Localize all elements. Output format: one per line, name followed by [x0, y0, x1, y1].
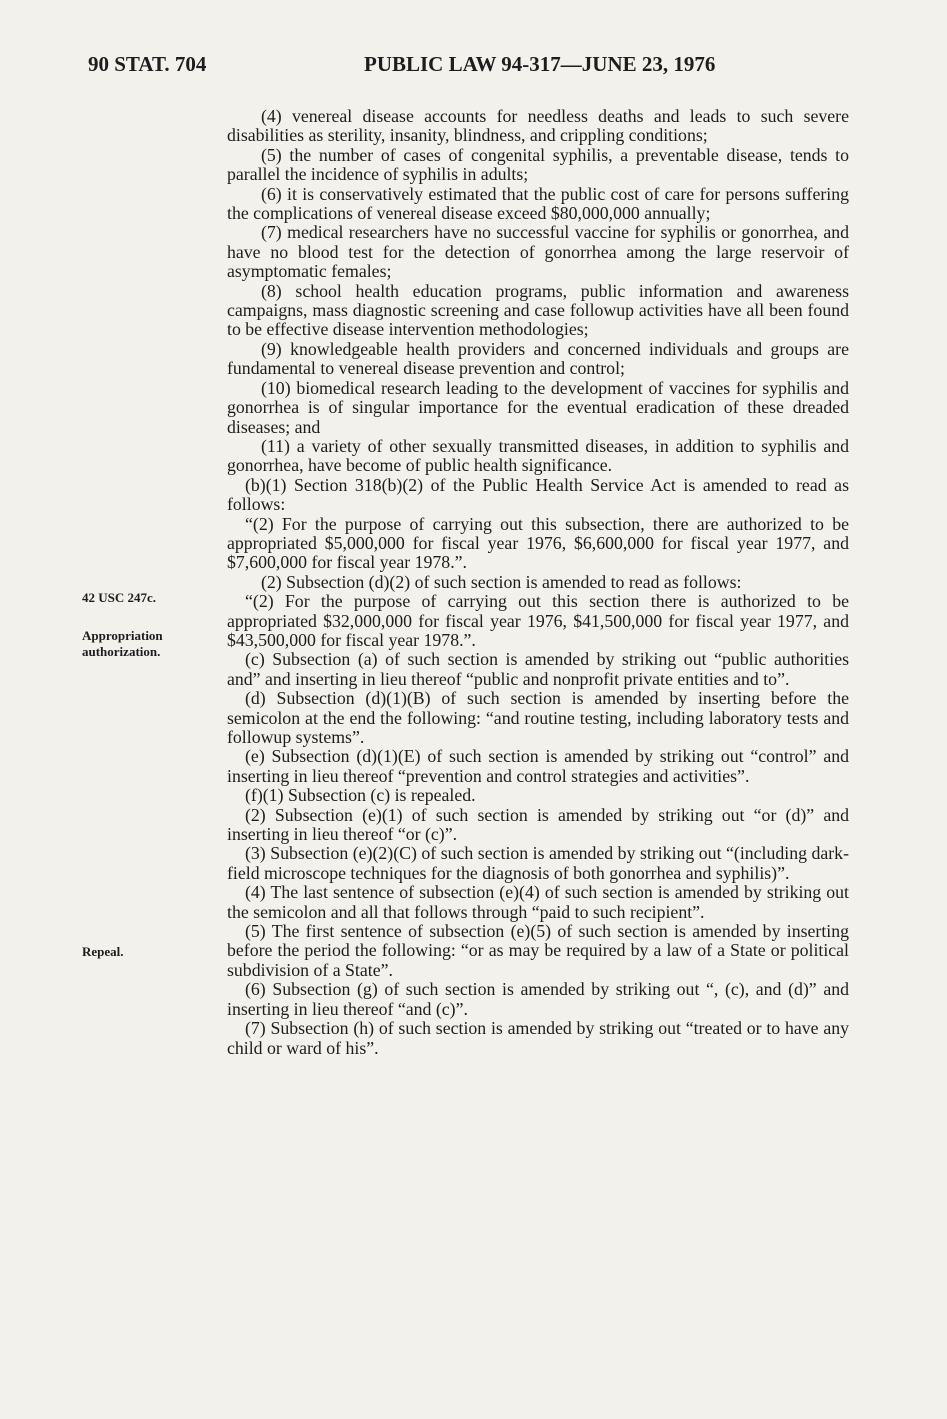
margin-note-appropriation	[82, 628, 163, 660]
quoted-paragraph: “(2) For the purpose of carrying out this section there is authorized to be appropriated $32,000,000 for fiscal year 1976, $41,500,000 for fiscal year 1977, and $43,500,000 for fiscal year 1978.”.	[227, 591, 849, 650]
law-title: PUBLIC LAW 94-317—JUNE 23, 1976	[364, 52, 716, 76]
paragraph: (8) school health education programs, public information and awareness campaigns, mass diagnostic screening and case followup activities have all been found to be effective disease intervention methodologies;	[227, 280, 849, 340]
paragraph: (6) it is conservatively estimated that the public cost of care for persons suffering the complications of venereal disease exceed $80,000,000 annually;	[227, 183, 849, 224]
paragraph: (4) The last sentence of subsection (e)(4) of such section is amended by striking out the semicolon and all that follows through “paid to such recipient”.	[227, 882, 849, 922]
paragraph: (b)(1) Section 318(b)(2) of the Public Health Service Act is amended to read as follows:	[227, 474, 849, 515]
paragraph: (6) Subsection (g) of such section is amended by striking out “, (c), and (d)” and inserting in lieu thereof “and (c)”.	[227, 979, 849, 1019]
margin-note-appropriation-line2: authorization.	[82, 644, 161, 659]
paragraph: (2) Subsection (d)(2) of such section is amended to read as follows:	[261, 571, 742, 592]
paragraph: (5) the number of cases of congenital syphilis, a preventable disease, tends to parallel the incidence of syphilis in adults;	[227, 144, 849, 185]
paragraph: (3) Subsection (e)(2)(C) of such section is amended by striking out “(including dark-field microscope techniques for the diagnosis of both gonorrhea and syphilis)”.	[227, 843, 849, 883]
paragraph: (5) The first sentence of subsection (e)(5) of such section is amended by inserting before the period the following: “or as may be required by a law of a State or political subdivision of a State”.	[227, 921, 849, 980]
margin-note-appropriation-line1: Appropriation	[82, 628, 163, 643]
margin-note-repeal: Repeal.	[82, 944, 124, 959]
paragraph: (2) Subsection (e)(1) of such section is amended by striking out “or (d)” and inserting in lieu thereof “or (c)”.	[227, 804, 849, 845]
paragraph: (d) Subsection (d)(1)(B) of such section is amended by inserting before the semicolon at the end the following: “and routine testing, including laboratory tests and followup systems”.	[227, 688, 849, 747]
paragraph: (11) a variety of other sexually transmitted diseases, in addition to syphilis and gonorrhea, have become of public health significance.	[227, 435, 849, 476]
paragraph: (7) Subsection (h) of such section is amended by striking out “treated or to have any child or ward of his”.	[227, 1018, 849, 1058]
paragraph: (7) medical researchers have no successful vaccine for syphilis or gonorrhea, and have no blood test for the detection of gonorrhea among the large reservoir of asymptomatic females;	[227, 222, 849, 282]
paragraph: (4) venereal disease accounts for needless deaths and leads to such severe disabilities as sterility, insanity, blindness, and crippling conditions;	[227, 106, 849, 146]
stat-page-number: 90 STAT. 704	[88, 52, 207, 76]
body-text	[227, 107, 849, 1058]
paragraph: (c) Subsection (a) of such section is amended by striking out “public authorities and” and inserting in lieu thereof “public and nonprofit private entities and to”.	[227, 649, 849, 689]
paragraph: (f)(1) Subsection (c) is repealed.	[245, 785, 476, 806]
paragraph: (9) knowledgeable health providers and concerned individuals and groups are fundamental to venereal disease prevention and control;	[227, 338, 849, 379]
margin-note-usc: 42 USC 247c.	[82, 590, 157, 605]
page-header	[88, 52, 888, 88]
quoted-paragraph: “(2) For the purpose of carrying out this subsection, there are authorized to be appropriated $5,000,000 for fiscal year 1976, $6,600,000 for fiscal year 1977, and $7,600,000 for fiscal year 1978.”.	[227, 513, 849, 573]
paragraph: (e) Subsection (d)(1)(E) of such section is amended by striking out “control” and inserting in lieu thereof “prevention and control strategies and activities”.	[227, 746, 849, 786]
paragraph: (10) biomedical research leading to the development of vaccines for syphilis and gonorrhea is of singular importance for the eventual eradication of these dreaded diseases; and	[227, 377, 849, 437]
